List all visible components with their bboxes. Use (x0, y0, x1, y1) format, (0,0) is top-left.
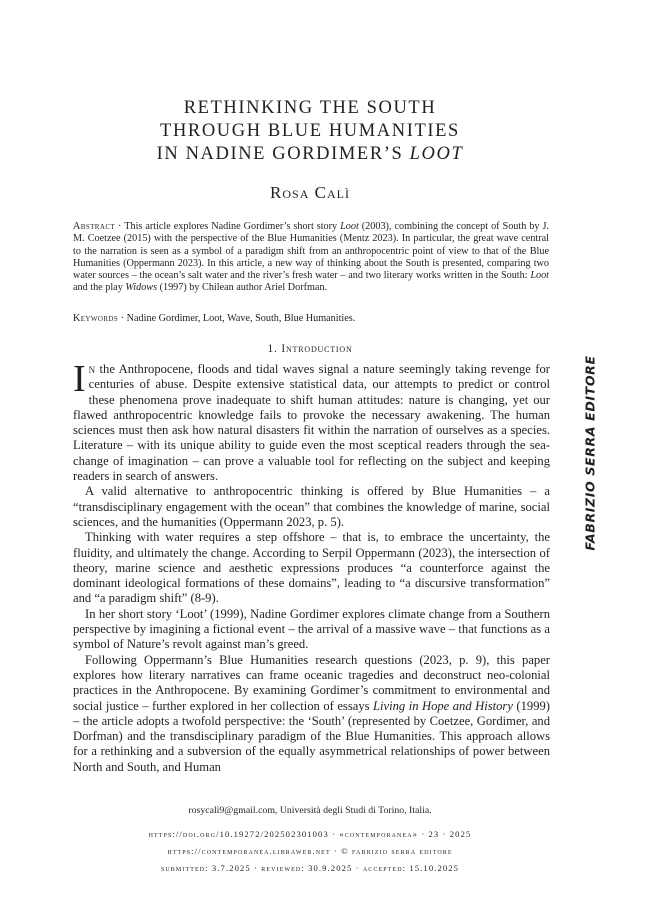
paragraph-4: In her short story ‘Loot’ (1999), Nadine Gordimer explores climate change from a Southern perspective by imagining a fictional event – the arrival of a massive wave – that functions as a symbol of Nature’s revolt against man’s greed. (73, 606, 550, 652)
keywords-label: Keywords (73, 313, 119, 324)
doi-line: https://doi.org/10.19272/202502301003 · «contemporanea» · 23 · 2025 (148, 829, 472, 839)
drop-cap: I (73, 358, 86, 400)
abstract-text-3: and the play (73, 282, 126, 294)
abstract-label: Abstract (73, 221, 116, 232)
title-line-1: RETHINKING THE SOUTH (183, 98, 437, 118)
abstract-text-4: (1997) by Chilean author Ariel Dorfman. (157, 282, 328, 294)
body-text (73, 358, 550, 775)
keywords-text: Nadine Gordimer, Loot, Wave, South, Blue Humanities. (126, 313, 356, 324)
title-italic-loot: LOOT (409, 144, 464, 164)
abstract-italic-3: Widows (125, 282, 158, 294)
title-line-2: THROUGH BLUE HUMANITIES (160, 121, 460, 141)
abstract-italic-2: Loot (530, 270, 549, 282)
abstract-text-1: This article explores Nadine Gordimer’s short story (124, 221, 341, 232)
paragraph-1-text: the Anthropocene, floods and tidal waves signal a nature seemingly taking revenge for centuries of abuse. Despite extensive statistical data, our attempts to predict or control these phenomena prove inadequate to shift human attitudes: nature is changing, yet our flawed anthropocentric knowledge fails to provoke the necessary awakening. The human sciences must then ask how natural disasters fit within the narration of ourselves as a species. Literature – with its unique ability to guide even the most sceptical readers through the sea-change of imagination – can prove a valuable tool for reflecting on the subject and keeping readers in search of answers. (73, 362, 550, 484)
title-line-3-text: IN NADINE GORDIMER’S (156, 144, 410, 164)
author-name: Rosa Calì (270, 183, 350, 202)
paragraph-5-text-a: Following Oppermann’s Blue Humanities research questions (2023, p. 9), this paper explores how literary narratives can frame oceanic tragedies and deconstruct neo-colonial practices in the Anthropocene. By examining Gordimer’s commitment to environmental and social justice – further explored in her collection of essays (73, 652, 550, 713)
publisher-line: https://contemporanea.libraweb.net · © fabrizio serra editore (167, 846, 453, 856)
author-email-affiliation: rosycali9@gmail.com, Università degli Studi di Torino, Italia. (188, 805, 432, 816)
copyright-sidebar (575, 218, 605, 688)
paragraph-2: A valid alternative to anthropocentric thinking is offered by Blue Humanities – a “transdisciplinary engagement with the ocean” that combines the knowledge of marine, social sciences, and the humanities (Oppermann 2023, p. 5). (73, 484, 550, 529)
abstract-italic-1: Loot (340, 221, 359, 232)
section-heading: 1. Introduction (267, 343, 353, 355)
article-title (70, 97, 550, 166)
dates-line: submitted: 3.7.2025 · reviewed: 30.9.2025 · accepted: 15.10.2025 (160, 863, 460, 873)
abstract (73, 221, 549, 295)
paragraph-1 (73, 358, 550, 484)
paragraph-3: Thinking with water requires a step offshore – that is, to embrace the uncertainty, the fluidity, and ultimately the change. According to Serpil Oppermann (2023), the intersection of theory, marine science and aesthetic expressions produces “a counterforce against the dominant ideological formations of these domains”, leading to “a discursive transformation” and “a paradigm shift” (8-9). (73, 530, 550, 606)
copyright-text (583, 355, 598, 550)
title-line-3 (70, 143, 550, 166)
first-word: n (88, 362, 96, 376)
abstract-text-2: (2003), combining the concept of South by J. M. Coetzee (2015) with the perspective of the Blue Humanities (Mentz 2023). In particular, the great wave central to the narration is seen as a symbol of a paradigm shift from an anthropocentric point of view to that of the Blue Humanities (Oppermann 2023). In this article, a new way of thinking about the South is presented, comparing two water sources – the ocean’s salt water and the river’s fresh water – and two literary works written in the South: (73, 221, 549, 282)
copyright-publisher: FABRIZIO SERRA EDITORE (582, 355, 598, 551)
paragraph-5-italic: Living in Hope and History (373, 698, 513, 713)
keywords (73, 313, 549, 325)
keywords-sep: · (118, 313, 127, 324)
paragraph-5 (73, 653, 550, 775)
paragraph-5-text-b: (1999) – the article adopts a twofold perspective: the ‘South’ (represented by Coetzee, Gordimer, and Dorfman) and the transdisciplinary paradigm of the Blue Humanities. This approach allows for a rethinking and a subversion of the equally asymmetrical relationships of power between North and South, and Human (73, 698, 550, 774)
abstract-sep: · (115, 221, 125, 232)
